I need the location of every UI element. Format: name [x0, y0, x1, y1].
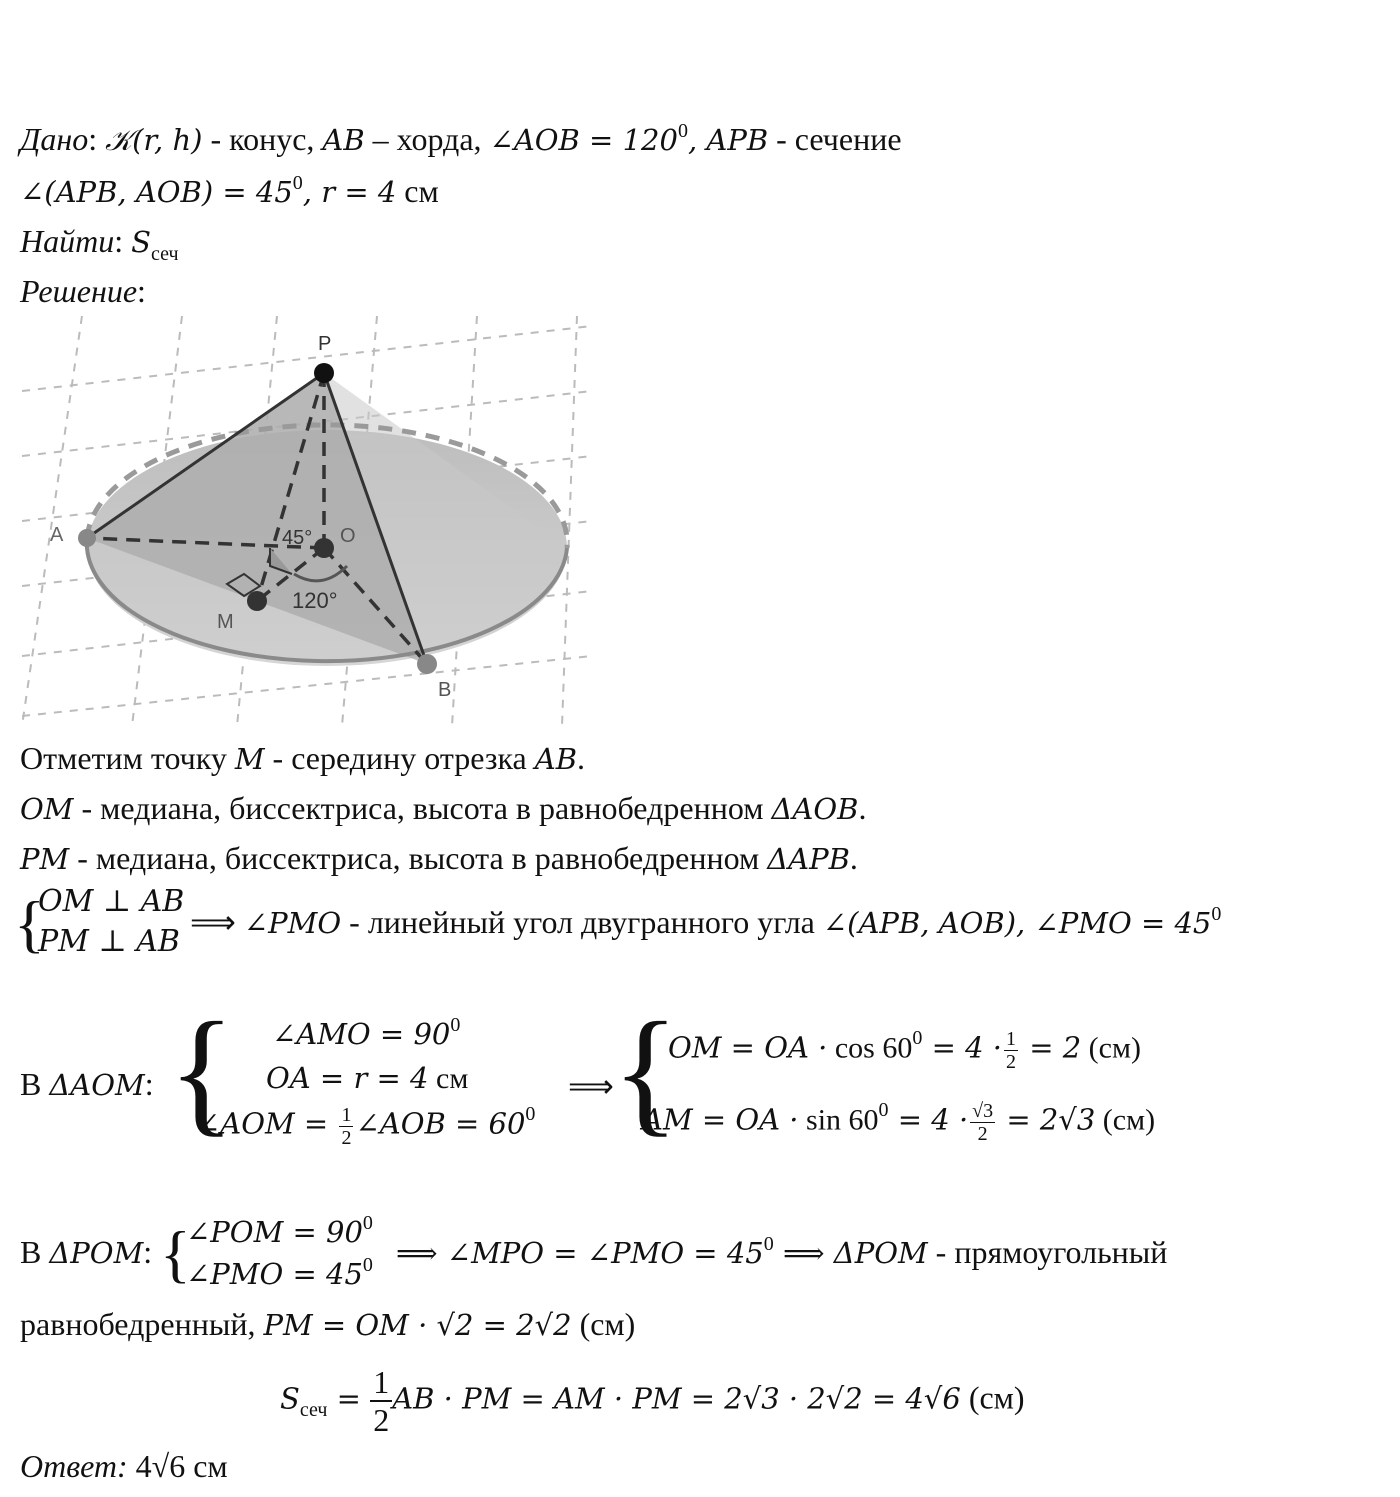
- system1-result: ⟹ ∠PMO - линейный угол двугранного угла ∠(APB, AOB), ∠PMO = $45^0$: [190, 903, 1222, 940]
- label-angle-45: 45°: [282, 527, 313, 549]
- system1-row1: OM ⊥ AB: [38, 884, 185, 919]
- find-line: Найти: $S_{сеч}$: [20, 223, 179, 265]
- answer-label: Ответ:: [20, 1448, 128, 1484]
- text-line-2: OM - медиана, биссектриса, высота в равнобедренном ΔAOB.: [20, 790, 867, 826]
- point-p: [314, 363, 334, 383]
- text-line-1: Отметим точку M - середину отрезка AB.: [20, 740, 586, 776]
- system2-left-brace: {: [168, 994, 236, 1149]
- given-line-1: Дано: 𝒦(r, h) - конус, AB – хорда, ∠AOB = $120^0$, APB - сечение: [20, 120, 902, 157]
- cone-figure: [22, 316, 592, 726]
- system2-prefix: В ΔAOM:: [20, 1066, 154, 1102]
- find-label: Найти: [20, 223, 115, 259]
- system2-row3: ∠AOM = $\frac{1}{2}$ ∠AOB = $60^0$: [196, 1103, 536, 1149]
- answer-line: Ответ: 4√6 см: [20, 1448, 228, 1484]
- label-a: A: [50, 524, 64, 546]
- system3-prefix: В ΔPOM:: [20, 1234, 153, 1270]
- label-m: M: [217, 611, 234, 633]
- system3-result: ⟹ ∠MPO = ∠PMO = $45^0$ ⟹ ΔPOM - прямоугольный: [396, 1233, 1168, 1270]
- point-m: [247, 591, 267, 611]
- system3-brace: {: [160, 1218, 191, 1289]
- point-a: [78, 529, 96, 547]
- label-p: P: [318, 333, 332, 355]
- given-label: Дано: [20, 121, 89, 157]
- system2-result1: OM = OA · $\cos 60^0 = 4$ · $\frac{1}{2}$ = 2 (см): [668, 1027, 1141, 1073]
- system3-next-line: равнобедренный, PM = OM · √2 = 2√2 (см): [20, 1306, 636, 1342]
- point-o: [314, 538, 334, 558]
- solution-heading: Решение:: [20, 273, 146, 309]
- system3-row1: ∠POM = $90^0$: [186, 1212, 373, 1249]
- point-b: [417, 654, 437, 674]
- system2-right-brace: {: [612, 994, 680, 1149]
- system1-row2: PM ⊥ AB: [38, 924, 180, 959]
- system2-row1: ∠AMO = $90^0$: [272, 1014, 461, 1051]
- system3-row2: ∠PMO = $45^0$: [186, 1254, 373, 1291]
- system2-row2: OA = r = 4 см: [266, 1061, 469, 1095]
- label-o: O: [340, 525, 356, 547]
- system2-arrow: ⟹: [568, 1068, 614, 1104]
- area-formula: $S_{сеч}$ = $\frac{1}{2}AB$ · PM = AM · PM = 2√3 · 2√2 = 4√6 (см): [280, 1364, 1025, 1438]
- label-b: B: [438, 679, 452, 701]
- given-line-2: ∠(APB, $AOB) = 45^0$, r = 4 см: [20, 172, 439, 209]
- system2-result2: AM = OA · $\sin 60^0 = 4$ · $\frac{√3}{2}$ = 2√3 (см): [642, 1099, 1156, 1145]
- system1-brace: {: [14, 888, 45, 959]
- text-line-3: PM - медиана, биссектриса, высота в равнобедренном ΔAPB.: [20, 840, 858, 876]
- label-angle-120: 120°: [292, 588, 338, 613]
